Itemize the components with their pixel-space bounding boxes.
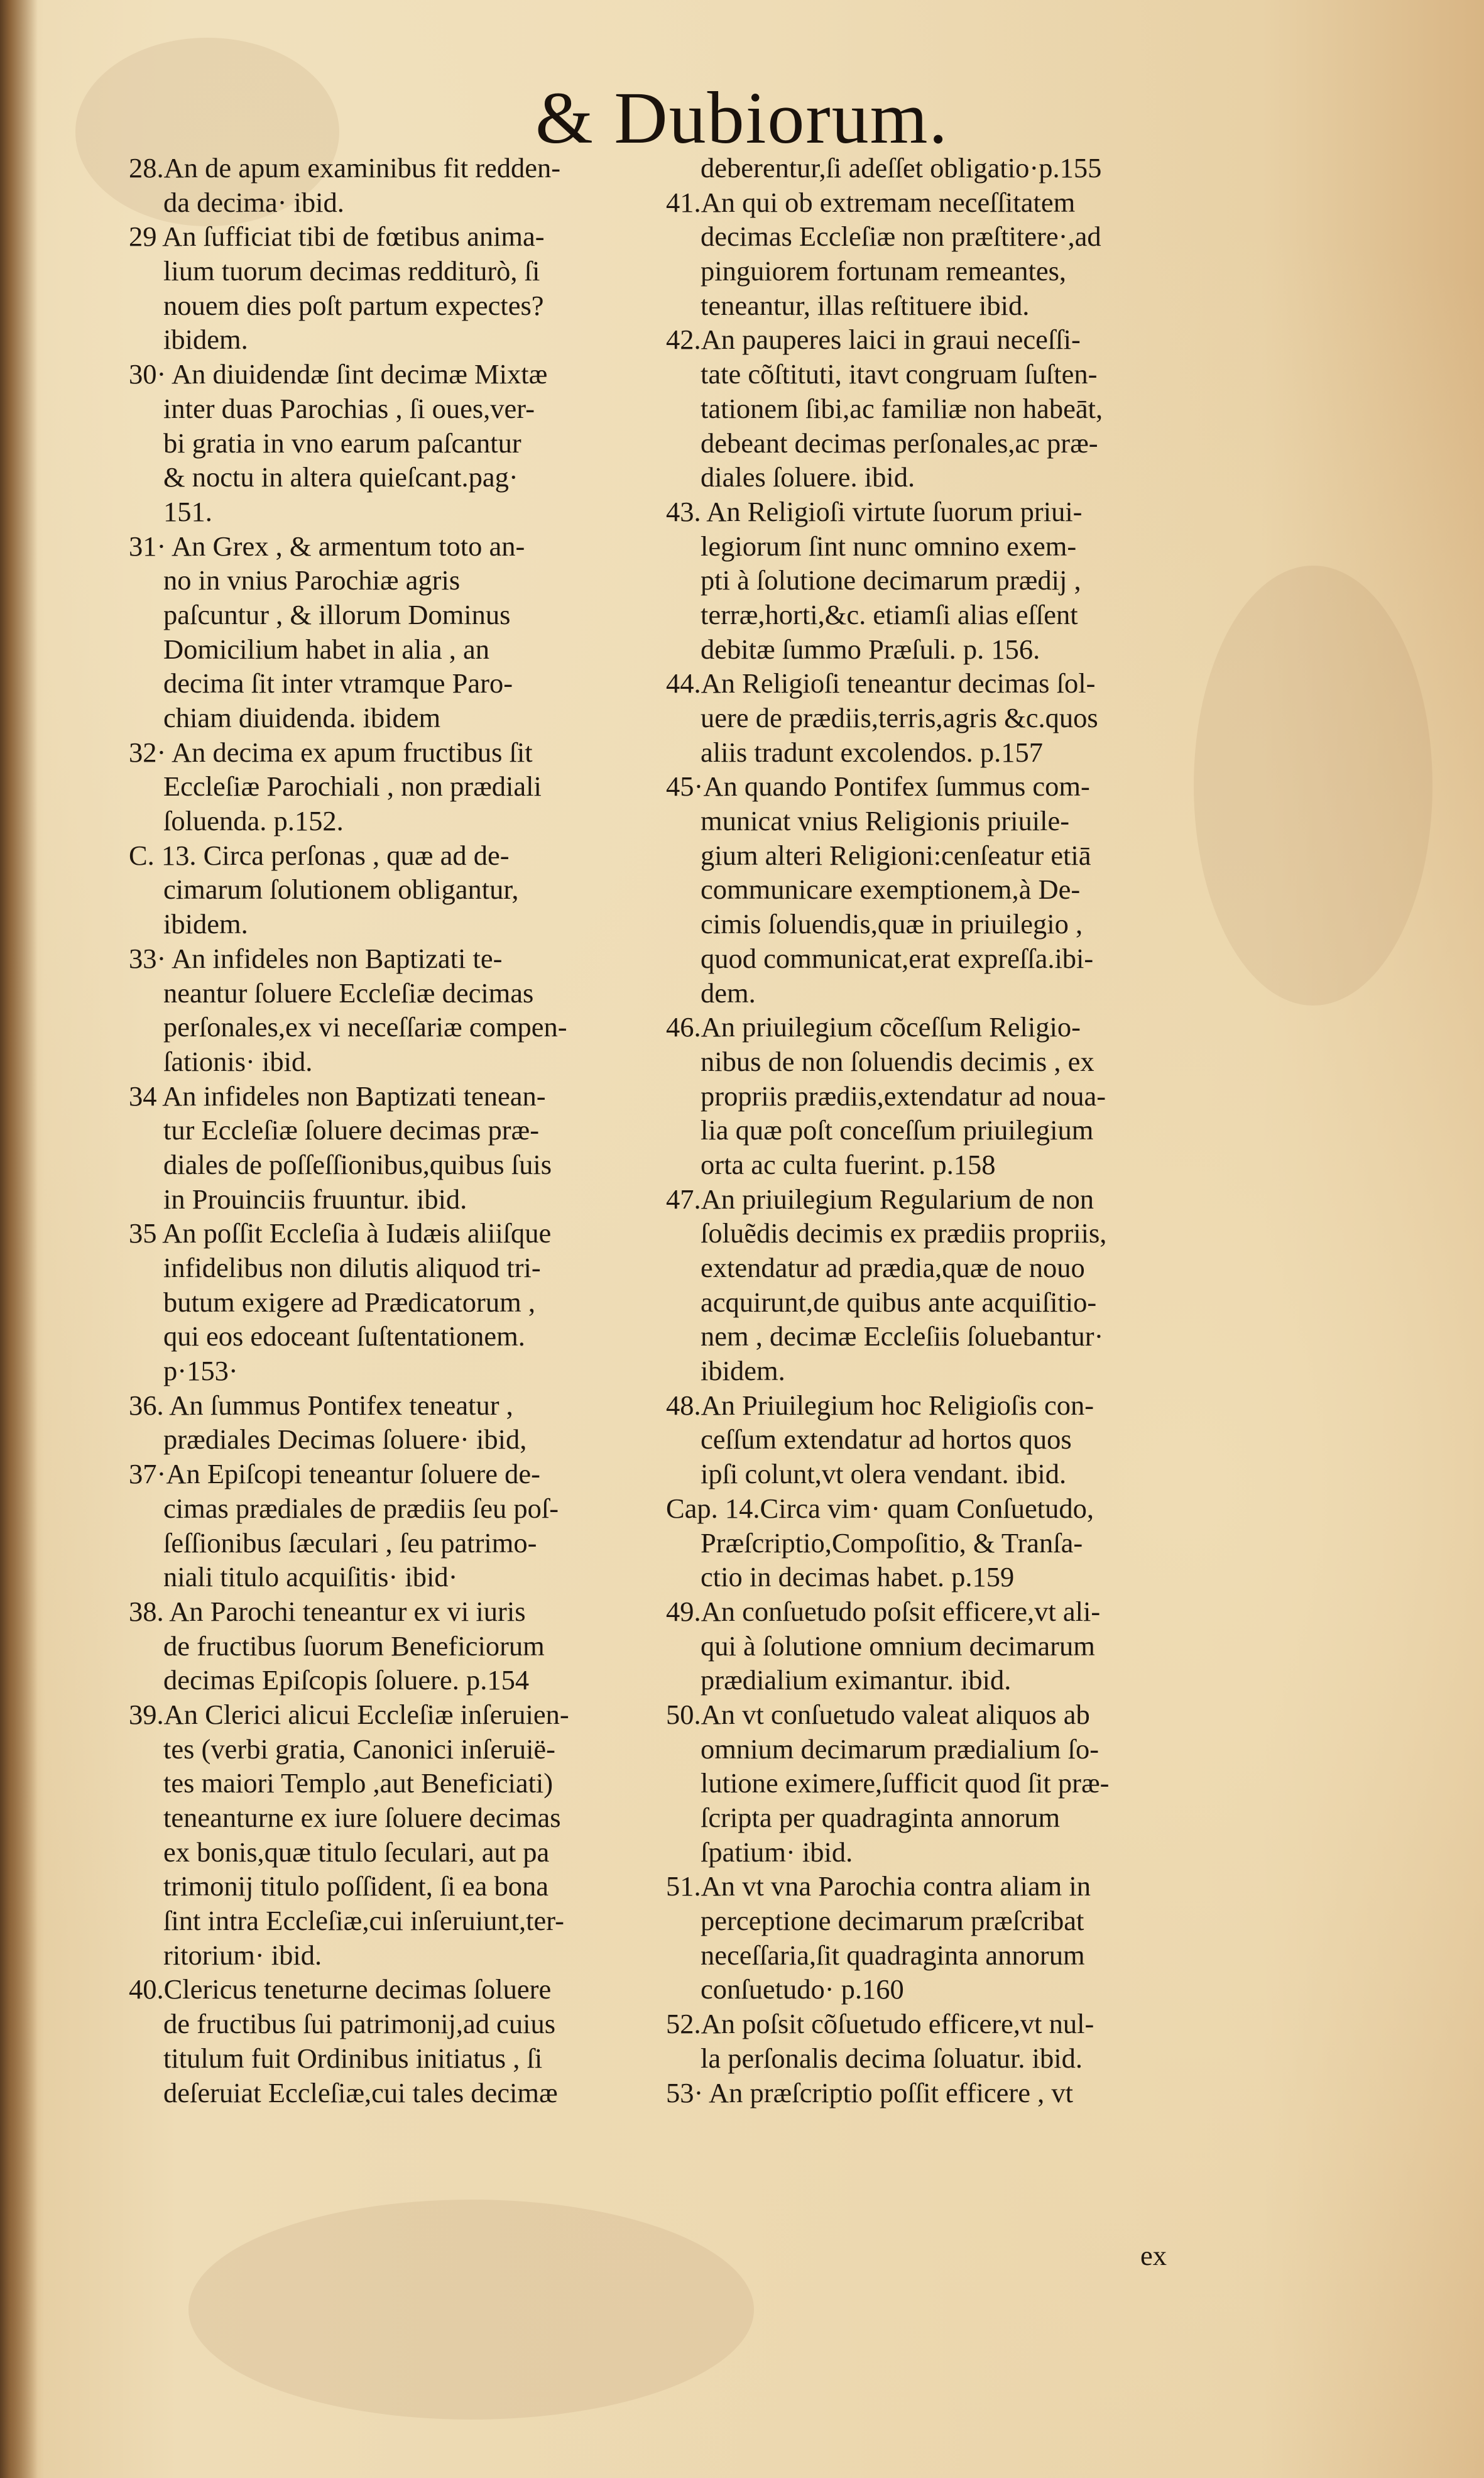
index-line: da decima· ibid. (163, 186, 344, 218)
index-line: ſint intra Eccleſiæ,cui inſeruiunt,ter- (163, 1905, 564, 1937)
index-line: orta ac culta fuerint. p.158 (701, 1148, 996, 1180)
index-line: in Prouinciis fruuntur. ibid. (163, 1183, 467, 1215)
index-line: 51.An vt vna Parochia contra aliam in (666, 1870, 1091, 1902)
index-line: ipſi colunt,vt olera vendant. ibid. (701, 1458, 1067, 1490)
index-line: 40.Clericus teneturne decimas ſoluere (129, 1973, 552, 2005)
index-line: bi gratia in vno earum paſcantur (163, 427, 521, 459)
index-line: deberentur,ſi adeſſet obligatio·p.155 (701, 152, 1102, 184)
index-line: debeant decimas perſonales,ac præ- (701, 427, 1098, 459)
index-line: qui à ſolutione omnium decimarum (701, 1630, 1095, 1662)
index-line: ibidem. (163, 324, 248, 356)
index-line: deſeruiat Eccleſiæ,cui tales decimæ (163, 2076, 558, 2108)
index-line: ritorium· ibid. (163, 1939, 322, 1971)
index-line: nouem dies poſt partum expectes? (163, 289, 544, 321)
index-line: 31· An Grex , & armentum toto an- (129, 530, 525, 562)
catchword: ex (1140, 2240, 1167, 2271)
index-line: quod communicat,erat expreſſa.ibi- (701, 942, 1094, 974)
page-gutter-shadow (0, 0, 38, 2478)
index-line: debitæ ſummo Præſuli. p. 156. (701, 633, 1040, 665)
index-line: tur Eccleſiæ ſoluere decimas præ- (163, 1114, 540, 1146)
index-line: 47.An priuilegium Regularium de non (666, 1183, 1094, 1215)
index-line: tate cõſtituti, itavt congruam ſuſten- (701, 358, 1098, 390)
index-line: Præſcriptio,Compoſitio, & Tranſa- (701, 1527, 1083, 1559)
index-line: 42.An pauperes laici in graui neceſſi- (666, 324, 1081, 356)
index-line: neceſſaria,ſit quadraginta annorum (701, 1939, 1085, 1971)
index-line: 48.An Priuilegium hoc Religioſis con- (666, 1389, 1094, 1421)
index-line: ſationis· ibid. (163, 1045, 313, 1077)
index-line: ſoluenda. p.152. (163, 805, 344, 837)
index-line: chiam diuidenda. ibidem (163, 702, 441, 733)
index-line: cimas prædiales de prædiis ſeu poſ- (163, 1492, 559, 1524)
index-line: cimarum ſolutionem obligantur, (163, 874, 519, 906)
index-line: no in vnius Parochiæ agris (163, 564, 461, 596)
index-line: diales ſoluere. ibid. (701, 461, 915, 493)
index-line: 49.An conſuetudo poſsit efficere,vt ali- (666, 1595, 1101, 1627)
index-line: ſeſſionibus ſæculari , ſeu patrimo- (163, 1527, 537, 1559)
index-line: teneantur, illas reſtituere ibid. (701, 289, 1030, 321)
index-line: propriis prædiis,extendatur ad noua- (701, 1080, 1106, 1112)
index-line: teneanturne ex iure ſoluere decimas (163, 1802, 561, 1833)
index-line: Cap. 14.Circa vim· quam Conſuetudo, (666, 1492, 1094, 1524)
index-line: lutione eximere,ſufficit quod ſit præ- (701, 1767, 1110, 1799)
index-line: trimonij titulo poſſident, ſi ea bona (163, 1870, 549, 1902)
index-line: ibidem. (163, 908, 248, 940)
index-line: nibus de non ſoluendis decimis , ex (701, 1045, 1094, 1077)
index-line: 45·An quando Pontifex ſummus com- (666, 770, 1090, 803)
index-line: infidelibus non dilutis aliquod tri- (163, 1252, 541, 1283)
right-column (666, 151, 1244, 2110)
index-line: conſuetudo· p.160 (701, 1973, 904, 2005)
index-line: 36. An ſummus Pontifex teneatur , (129, 1389, 513, 1421)
paper-stain (188, 2200, 754, 2420)
index-line: decima ſit inter vtramque Paro- (163, 667, 513, 699)
index-line: decimas Eccleſiæ non præſtitere·,ad (701, 221, 1101, 253)
index-line: 28.An de apum examinibus fit redden- (129, 152, 561, 184)
index-line: de fructibus ſuorum Beneficiorum (163, 1630, 545, 1662)
index-line: acquirunt,de quibus ante acquiſitio- (701, 1286, 1097, 1318)
index-line: & noctu in altera quieſcant.pag· (163, 461, 518, 493)
index-line: lium tuorum decimas redditurò, ſi (163, 255, 540, 287)
index-line: 44.An Religioſi teneantur decimas ſol- (666, 667, 1096, 699)
index-line: 52.An poſsit cõſuetudo efficere,vt nul- (666, 2008, 1094, 2040)
index-line: municat vnius Religionis priuile- (701, 805, 1070, 837)
index-line: ſoluẽdis decimis ex prædiis propriis, (701, 1217, 1107, 1249)
index-line: ceſſum extendatur ad hortos quos (701, 1423, 1072, 1456)
index-line: dem. (701, 977, 756, 1009)
index-line: p·153· (163, 1355, 238, 1387)
index-line: ſcripta per quadraginta annorum (701, 1802, 1061, 1833)
index-line: prædiales Decimas ſoluere· ibid, (163, 1423, 527, 1456)
index-line: gium alteri Religioni:cenſeatur etiā (701, 839, 1091, 871)
index-line: 151. (163, 495, 212, 527)
index-line: 30· An diuidendæ ſint decimæ Mixtæ (129, 358, 548, 390)
index-line: pti à ſolutione decimarum prædij , (701, 564, 1081, 596)
index-line: paſcuntur , & illorum Dominus (163, 598, 511, 630)
index-line: 37·An Epiſcopi teneantur ſoluere de- (129, 1458, 540, 1490)
index-line: tes (verbi gratia, Canonici inſeruië- (163, 1733, 555, 1765)
index-line: titulum fuit Ordinibus initiatus , ſi (163, 2042, 543, 2074)
index-line: 35 An poſſit Eccleſia à Iudæis aliiſque (129, 1217, 552, 1249)
index-line: ex bonis,quæ titulo ſeculari, aut pa (163, 1836, 550, 1868)
index-line: 50.An vt conſuetudo valeat aliquos ab (666, 1698, 1090, 1730)
index-line: 33· An infideles non Baptizati te- (129, 942, 503, 974)
index-line: Domicilium habet in alia , an (163, 633, 490, 665)
index-line: tes maiori Templo ,aut Beneficiati) (163, 1767, 554, 1799)
index-line: 32· An decima ex apum fructibus ſit (129, 736, 533, 768)
index-line: 41.An qui ob extremam neceſſitatem (666, 186, 1076, 218)
index-line: tationem ſibi,ac familiæ non habeāt, (701, 392, 1103, 424)
index-line: communicare exemptionem,à De- (701, 874, 1081, 906)
index-line: Eccleſiæ Parochiali , non prædiali (163, 770, 542, 803)
index-line: ibidem. (701, 1355, 785, 1387)
index-line: C. 13. Circa perſonas , quæ ad de- (129, 839, 510, 871)
index-line: aliis tradunt excolendos. p.157 (701, 736, 1044, 768)
index-line: nem , decimæ Eccleſiis ſoluebantur· (701, 1320, 1104, 1352)
left-column (129, 151, 660, 2110)
index-line: perſonales,ex vi neceſſariæ compen- (163, 1011, 567, 1043)
index-line: 46.An priuilegium cõceſſum Religio- (666, 1011, 1081, 1043)
index-line: 29 An ſufficiat tibi de fœtibus anima- (129, 221, 545, 253)
index-line: extendatur ad prædia,quæ de nouo (701, 1252, 1085, 1283)
index-line: uere de prædiis,terris,agris &c.quos (701, 702, 1098, 733)
index-line: qui eos edoceant ſuſtentationem. (163, 1320, 525, 1352)
index-line: 34 An infideles non Baptizati tenean- (129, 1080, 546, 1112)
index-line: neantur ſoluere Eccleſiæ decimas (163, 977, 534, 1009)
index-line: pinguiorem fortunam remeantes, (701, 255, 1067, 287)
index-line: terræ,horti,&c. etiamſi alias eſſent (701, 598, 1078, 630)
index-line: omnium decimarum prædialium ſo- (701, 1733, 1099, 1765)
index-line: decimas Epiſcopis ſoluere. p.154 (163, 1664, 530, 1696)
index-line: cimis ſoluendis,quæ in priuilegio , (701, 908, 1083, 940)
index-line: ſpatium· ibid. (701, 1836, 853, 1868)
index-line: 53· An præſcriptio poſſit efficere , vt (666, 2076, 1073, 2108)
index-line: 43. An Religioſi virtute ſuorum priui- (666, 495, 1083, 527)
page-header: & Dubiorum. (535, 77, 949, 159)
index-line: 38. An Parochi teneantur ex vi iuris (129, 1595, 526, 1627)
index-line: butum exigere ad Prædicatorum , (163, 1286, 535, 1318)
index-line: de fructibus ſui patrimonij,ad cuius (163, 2008, 556, 2040)
index-line: legiorum ſint nunc omnino exem- (701, 530, 1077, 562)
index-line: inter duas Parochias , ſi oues,ver- (163, 392, 535, 424)
index-line: lia quæ poſt conceſſum priuilegium (701, 1114, 1094, 1146)
index-line: la perſonalis decima ſoluatur. ibid. (701, 2042, 1083, 2074)
index-line: prædialium eximantur. ibid. (701, 1664, 1012, 1696)
index-line: ctio in decimas habet. p.159 (701, 1561, 1015, 1593)
index-line: perceptione decimarum præſcribat (701, 1905, 1084, 1937)
index-line: niali titulo acquiſitis· ibid· (163, 1561, 458, 1593)
index-line: diales de poſſeſſionibus,quibus ſuis (163, 1148, 552, 1180)
index-line: 39.An Clerici alicui Eccleſiæ inſeruien- (129, 1698, 569, 1730)
